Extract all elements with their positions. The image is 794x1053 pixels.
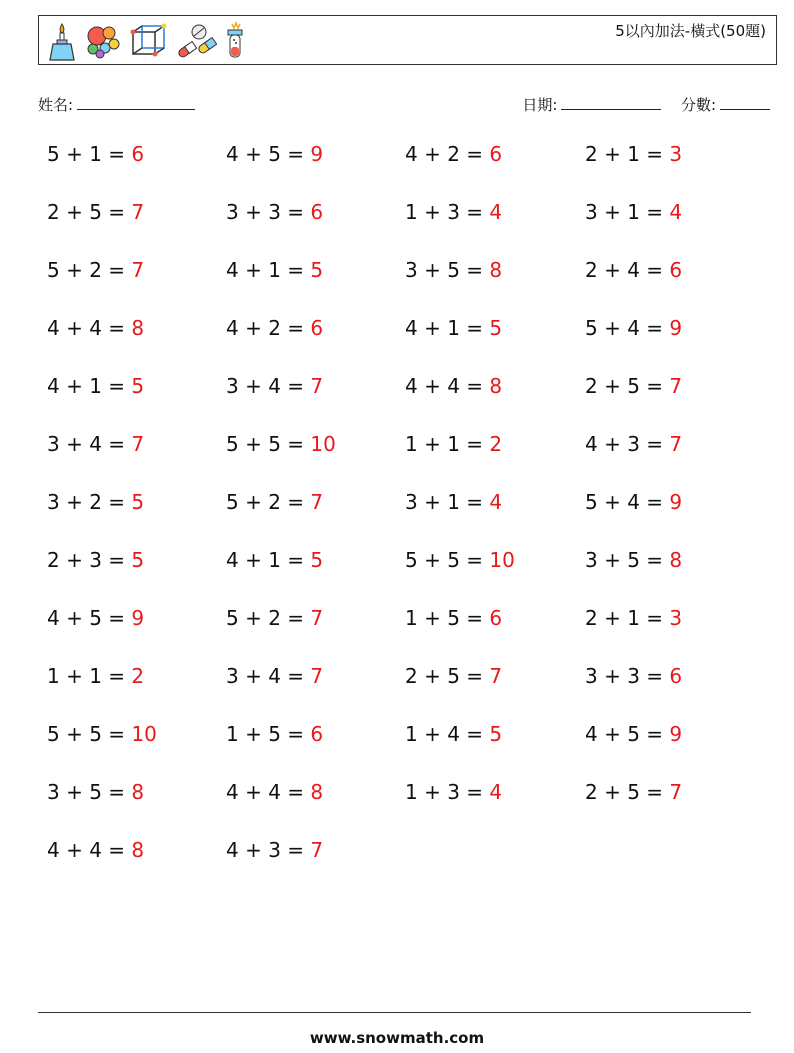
problem-answer: 5 <box>310 548 324 572</box>
problem-answer: 6 <box>669 664 683 688</box>
problem-item <box>585 432 682 456</box>
problem-answer: 7 <box>669 432 683 456</box>
problem-expression: 3 + 2 = <box>47 490 132 514</box>
problem-answer: 6 <box>310 722 324 746</box>
problem-item <box>226 200 323 224</box>
problem-item <box>405 432 502 456</box>
problem-expression: 5 + 2 = <box>226 606 311 630</box>
problem-answer: 8 <box>131 838 145 862</box>
problem-expression: 3 + 4 = <box>226 374 311 398</box>
problem-item <box>585 316 682 340</box>
problem-expression: 2 + 5 = <box>585 374 670 398</box>
problem-expression: 4 + 4 = <box>405 374 490 398</box>
problem-expression: 4 + 1 = <box>226 258 311 282</box>
problem-item <box>585 490 682 514</box>
problem-expression: 3 + 3 = <box>585 664 670 688</box>
problem-expression: 4 + 3 = <box>585 432 670 456</box>
problem-answer: 5 <box>310 258 324 282</box>
problem-answer: 2 <box>489 432 503 456</box>
problem-item <box>405 780 502 804</box>
problem-item <box>47 374 144 398</box>
problem-expression: 5 + 5 = <box>405 548 490 572</box>
problem-item <box>47 432 144 456</box>
problem-answer: 7 <box>310 374 324 398</box>
problem-expression: 2 + 5 = <box>47 200 132 224</box>
problem-expression: 1 + 5 = <box>405 606 490 630</box>
problem-expression: 4 + 2 = <box>405 142 490 166</box>
problem-expression: 2 + 5 = <box>585 780 670 804</box>
problem-answer: 7 <box>489 664 503 688</box>
name-field <box>38 94 195 115</box>
problem-answer: 7 <box>310 838 324 862</box>
problem-expression: 2 + 5 = <box>405 664 490 688</box>
problem-answer: 4 <box>489 780 503 804</box>
problem-answer: 9 <box>669 722 683 746</box>
problem-expression: 4 + 1 = <box>405 316 490 340</box>
problem-item <box>585 664 682 688</box>
problem-answer: 7 <box>131 258 145 282</box>
problem-expression: 4 + 2 = <box>226 316 311 340</box>
problem-answer: 4 <box>669 200 683 224</box>
problem-expression: 4 + 1 = <box>47 374 132 398</box>
problem-answer: 5 <box>131 490 145 514</box>
problem-answer: 3 <box>669 142 683 166</box>
problem-expression: 3 + 4 = <box>47 432 132 456</box>
name-blank[interactable] <box>77 95 195 110</box>
problem-expression: 4 + 4 = <box>47 316 132 340</box>
problem-answer: 9 <box>131 606 145 630</box>
problem-expression: 3 + 5 = <box>47 780 132 804</box>
problem-item <box>585 374 682 398</box>
problem-expression: 3 + 4 = <box>226 664 311 688</box>
problem-expression: 3 + 5 = <box>585 548 670 572</box>
problem-item <box>405 722 502 746</box>
problem-item <box>226 142 323 166</box>
problem-answer: 10 <box>310 432 336 456</box>
problem-expression: 2 + 1 = <box>585 606 670 630</box>
problem-expression: 1 + 4 = <box>405 722 490 746</box>
problem-answer: 4 <box>489 490 503 514</box>
problem-item <box>405 374 502 398</box>
problem-answer: 9 <box>669 316 683 340</box>
problem-item <box>47 722 157 746</box>
test-tube-icon <box>223 20 247 62</box>
problem-answer: 7 <box>669 374 683 398</box>
problem-expression: 5 + 4 = <box>585 316 670 340</box>
problem-expression: 4 + 5 = <box>226 142 311 166</box>
header-icons <box>47 20 247 62</box>
worksheet-title: 5以內加法-橫式(50題) <box>615 22 766 40</box>
problem-expression: 3 + 3 = <box>226 200 311 224</box>
problem-expression: 3 + 1 = <box>405 490 490 514</box>
problem-expression: 5 + 1 = <box>47 142 132 166</box>
score-blank[interactable] <box>720 95 770 110</box>
problem-expression: 5 + 2 = <box>47 258 132 282</box>
date-label: 日期: <box>522 96 558 114</box>
problem-expression: 4 + 1 = <box>226 548 311 572</box>
problem-item <box>226 548 323 572</box>
problem-item <box>47 548 144 572</box>
worksheet-header <box>38 15 777 65</box>
problem-expression: 3 + 5 = <box>405 258 490 282</box>
problem-item <box>585 606 682 630</box>
problem-expression: 2 + 3 = <box>47 548 132 572</box>
problem-item <box>585 258 682 282</box>
problem-answer: 2 <box>131 664 145 688</box>
problem-item <box>405 142 502 166</box>
problem-answer: 6 <box>131 142 145 166</box>
problem-item <box>405 606 502 630</box>
problem-expression: 4 + 3 = <box>226 838 311 862</box>
problem-expression: 4 + 4 = <box>47 838 132 862</box>
problem-expression: 1 + 3 = <box>405 200 490 224</box>
problem-answer: 8 <box>489 374 503 398</box>
problem-item <box>47 838 144 862</box>
problem-answer: 6 <box>310 316 324 340</box>
problem-expression: 4 + 5 = <box>585 722 670 746</box>
problem-answer: 6 <box>489 606 503 630</box>
problem-expression: 1 + 1 = <box>47 664 132 688</box>
problem-item <box>226 432 336 456</box>
problem-item <box>226 780 323 804</box>
cube-icon <box>129 20 169 62</box>
molecule-icon <box>83 20 123 62</box>
problem-answer: 9 <box>310 142 324 166</box>
problem-expression: 2 + 1 = <box>585 142 670 166</box>
problem-answer: 7 <box>310 664 324 688</box>
problem-item <box>226 722 323 746</box>
problem-answer: 8 <box>131 316 145 340</box>
problem-answer: 6 <box>669 258 683 282</box>
problem-item <box>585 780 682 804</box>
problem-item <box>226 838 323 862</box>
problem-item <box>226 664 323 688</box>
problem-expression: 2 + 4 = <box>585 258 670 282</box>
pills-icon <box>175 20 217 62</box>
problem-answer: 6 <box>489 142 503 166</box>
alcohol-lamp-icon <box>47 20 77 62</box>
problem-answer: 5 <box>131 374 145 398</box>
problem-answer: 7 <box>310 606 324 630</box>
problem-item <box>226 374 323 398</box>
problem-item <box>585 200 682 224</box>
problem-item <box>405 258 502 282</box>
problem-item <box>585 142 682 166</box>
problem-answer: 9 <box>669 490 683 514</box>
problem-answer: 8 <box>489 258 503 282</box>
problem-answer: 8 <box>669 548 683 572</box>
problem-item <box>47 200 144 224</box>
problem-expression: 5 + 5 = <box>226 432 311 456</box>
problem-item <box>585 548 682 572</box>
problem-item <box>226 258 323 282</box>
problem-expression: 5 + 5 = <box>47 722 132 746</box>
problem-item <box>226 316 323 340</box>
date-score-fields <box>522 94 770 115</box>
problem-answer: 10 <box>489 548 515 572</box>
problem-expression: 5 + 2 = <box>226 490 311 514</box>
problem-item <box>405 490 502 514</box>
problem-item <box>47 780 144 804</box>
name-label: 姓名: <box>38 96 74 114</box>
problem-expression: 1 + 3 = <box>405 780 490 804</box>
problem-answer: 8 <box>310 780 324 804</box>
problem-item <box>226 606 323 630</box>
problem-item <box>47 606 144 630</box>
problem-expression: 1 + 5 = <box>226 722 311 746</box>
problem-answer: 7 <box>131 432 145 456</box>
score-label: 分數: <box>680 96 716 114</box>
problem-item <box>47 490 144 514</box>
problem-item <box>405 548 515 572</box>
problem-expression: 1 + 1 = <box>405 432 490 456</box>
problem-answer: 5 <box>131 548 145 572</box>
problem-item <box>405 664 502 688</box>
footer-divider <box>38 1012 751 1013</box>
problem-item <box>47 316 144 340</box>
problem-item <box>226 490 323 514</box>
problem-answer: 5 <box>489 722 503 746</box>
problem-answer: 6 <box>310 200 324 224</box>
problem-expression: 3 + 1 = <box>585 200 670 224</box>
problem-answer: 10 <box>131 722 157 746</box>
problem-expression: 4 + 5 = <box>47 606 132 630</box>
problem-expression: 4 + 4 = <box>226 780 311 804</box>
problem-answer: 8 <box>131 780 145 804</box>
problem-answer: 7 <box>669 780 683 804</box>
problem-item <box>585 722 682 746</box>
problem-answer: 3 <box>669 606 683 630</box>
problem-expression: 5 + 4 = <box>585 490 670 514</box>
problem-answer: 7 <box>131 200 145 224</box>
problem-item <box>47 258 144 282</box>
problem-answer: 5 <box>489 316 503 340</box>
problem-item <box>405 200 502 224</box>
problem-item <box>405 316 502 340</box>
footer-url: www.snowmath.com <box>309 1029 485 1047</box>
problem-answer: 4 <box>489 200 503 224</box>
problem-item <box>47 142 144 166</box>
problem-item <box>47 664 144 688</box>
date-blank[interactable] <box>561 95 661 110</box>
problem-answer: 7 <box>310 490 324 514</box>
